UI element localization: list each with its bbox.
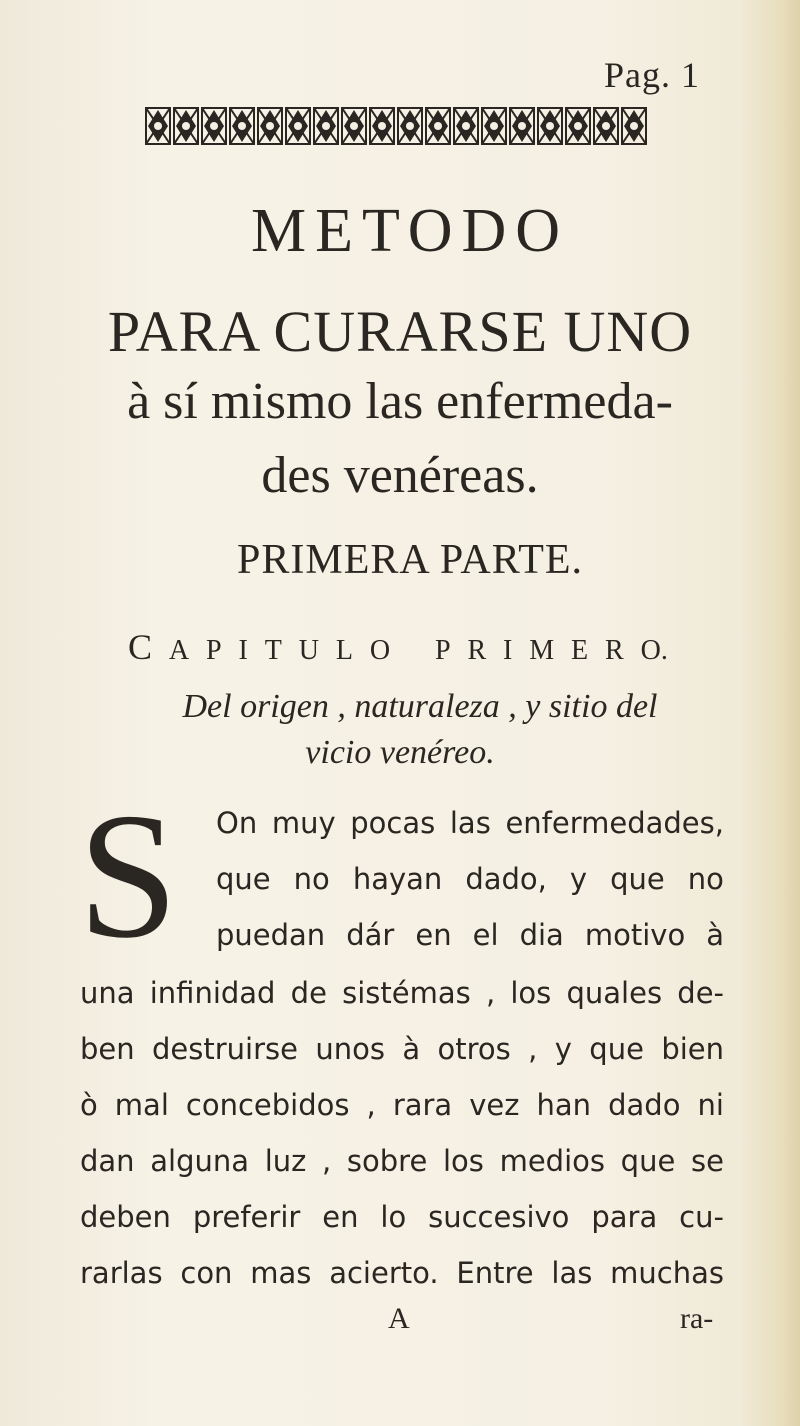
chapter-letter: C bbox=[128, 627, 153, 667]
chapter-letter: P bbox=[206, 635, 222, 666]
ornament-band bbox=[144, 104, 652, 148]
chapter-letter: O bbox=[369, 635, 391, 666]
part-heading: PRIMERA PARTE. bbox=[236, 537, 584, 583]
chapter-letter: E bbox=[571, 635, 589, 666]
chapter-letter: P bbox=[434, 635, 451, 666]
body-line-4: una infinidad de sistémas , los quales de- bbox=[80, 976, 724, 1010]
subtitle-line-1: Del origen , naturaleza , y sitio del bbox=[182, 688, 658, 725]
chapter-letter: R bbox=[467, 635, 487, 666]
chapter-letter: L bbox=[335, 635, 353, 666]
chapter-letter: I bbox=[503, 635, 513, 666]
body-line-3: puedan dár en el dia motivo à bbox=[216, 918, 724, 952]
body-line-2: que no hayan dado, y que no bbox=[216, 862, 724, 896]
chapter-heading bbox=[128, 626, 668, 668]
body-line-1: On muy pocas las enfermedades, bbox=[216, 806, 724, 840]
title-line-1: METODO bbox=[250, 197, 570, 265]
catchword: ra- bbox=[680, 1302, 714, 1335]
chapter-letter: M bbox=[529, 635, 555, 666]
chapter-letter: T bbox=[264, 635, 282, 666]
body-line-5: ben destruirse unos à otros , y que bien bbox=[80, 1032, 724, 1066]
signature-mark: A bbox=[388, 1302, 410, 1335]
body-line-8: deben preferir en lo succesivo para cu- bbox=[80, 1200, 724, 1234]
body-line-7: dan alguna luz , sobre los medios que se bbox=[80, 1144, 724, 1178]
chapter-letter: R bbox=[605, 635, 624, 666]
title-line-2: PARA CURARSE UNO bbox=[107, 299, 693, 364]
body-line-9: rarlas con mas acierto. Entre las muchas bbox=[80, 1256, 724, 1290]
chapter-letter: I bbox=[238, 635, 248, 666]
chapter-letter: U bbox=[298, 635, 319, 666]
drop-cap: S bbox=[78, 776, 179, 975]
chapter-letter: A bbox=[168, 635, 190, 666]
chapter-letter: O. bbox=[640, 635, 668, 666]
body-line-6: ò mal concebidos , rara vez han dado ni bbox=[80, 1088, 724, 1122]
page-number: Pag. 1 bbox=[604, 55, 700, 95]
title-line-3: à sí mismo las enfermeda- bbox=[127, 373, 673, 430]
title-line-4: des venéreas. bbox=[261, 447, 539, 504]
subtitle-line-2: vicio venéreo. bbox=[305, 734, 495, 771]
